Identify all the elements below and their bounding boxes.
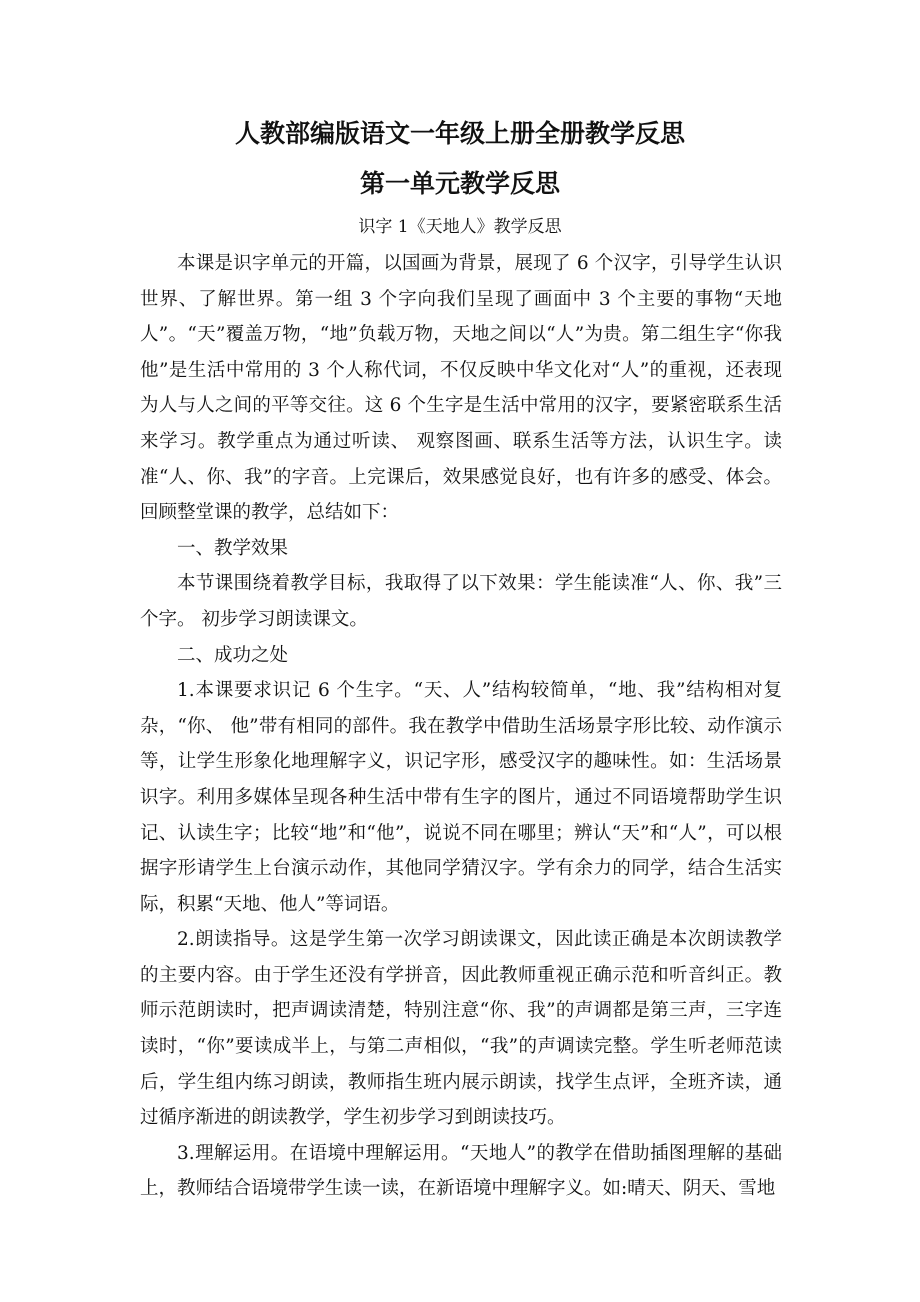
- paragraph-point-3: 3.理解运用。在语境中理解运用。“天地人”的教学在借助插图理解的基础上，教师结合语境带学生读一读，在新语境中理解字义。如:晴天、阴天、雪地: [140, 1142, 782, 1200]
- paragraph-intro: 本课是识字单元的开篇，以国画为背景，展现了 6 个汉字，引导学生认识世界、了解世界。第一组 3 个字向我们呈现了画面中 3 个主要的事物“天地人”。“天”覆盖万物，“地”负载万物，天地之间以“人”为贵。第二组生字“你我他”是生活中常用的 3 个人称代词，不仅反映中华文化对“人”的重视，还表现为人与人之间的平等交往。这 6 个生字是生活中常用的汉字，要紧密联系生活来学习。教学重点为通过听读、 观察图画、联系生活等方法，认识生字。读准“人、你、我”的字音。上完课后，效果感觉良好，也有许多的感受、体会。回顾整堂课的教学，总结如下：: [140, 253, 782, 524]
- paragraph-effect: 本节课围绕着教学目标，我取得了以下效果：学生能读准“人、你、我”三个字。 初步学习朗读课文。: [140, 573, 782, 630]
- paragraph-point-1: 1.本课要求识记 6 个生字。“天、人”结构较简单，“地、我”结构相对复杂，“你、 他”带有相同的部件。我在教学中借助生活场景字形比较、动作演示等，让学生形象化地理解字义，识记字形，感受汉字的趣味性。如：生活场景识字。利用多媒体呈现各种生活中带有生字的图片，通过不同语境帮助学生识记、认读生字；比较“地”和“他”，说说不同在哪里；辨认“天”和“人”，可以根据字形请学生上台演示动作，其他同学猜汉字。学有余力的同学，结合生活实际，积累“天地、他人”等词语。: [140, 680, 782, 915]
- document-body: [140, 246, 782, 1207]
- section-heading-success: 二、成功之处: [177, 644, 289, 666]
- lesson-title: 识字 1《天地人》教学反思: [358, 217, 562, 237]
- section-heading-effect: 一、教学效果: [177, 537, 289, 559]
- paragraph-point-2: 2.朗读指导。这是学生第一次学习朗读课文，因此读正确是本次朗读教学的主要内容。由于学生还没有学拼音，因此教师重视正确示范和听音纠正。教师示范朗读时，把声调读清楚，特别注意“你、我”的声调都是第三声，三字连读时，“你”要读成半上，与第二声相似，“我”的声调读完整。学生听老师范读后，学生组内练习朗读，教师指生班内展示朗读，找学生点评，全班齐读，通过循序渐进的朗读教学，学生初步学习到朗读技巧。: [140, 929, 782, 1129]
- document-title: 人教部编版语文一年级上册全册教学反思: [234, 119, 685, 148]
- unit-title: 第一单元教学反思: [359, 169, 560, 198]
